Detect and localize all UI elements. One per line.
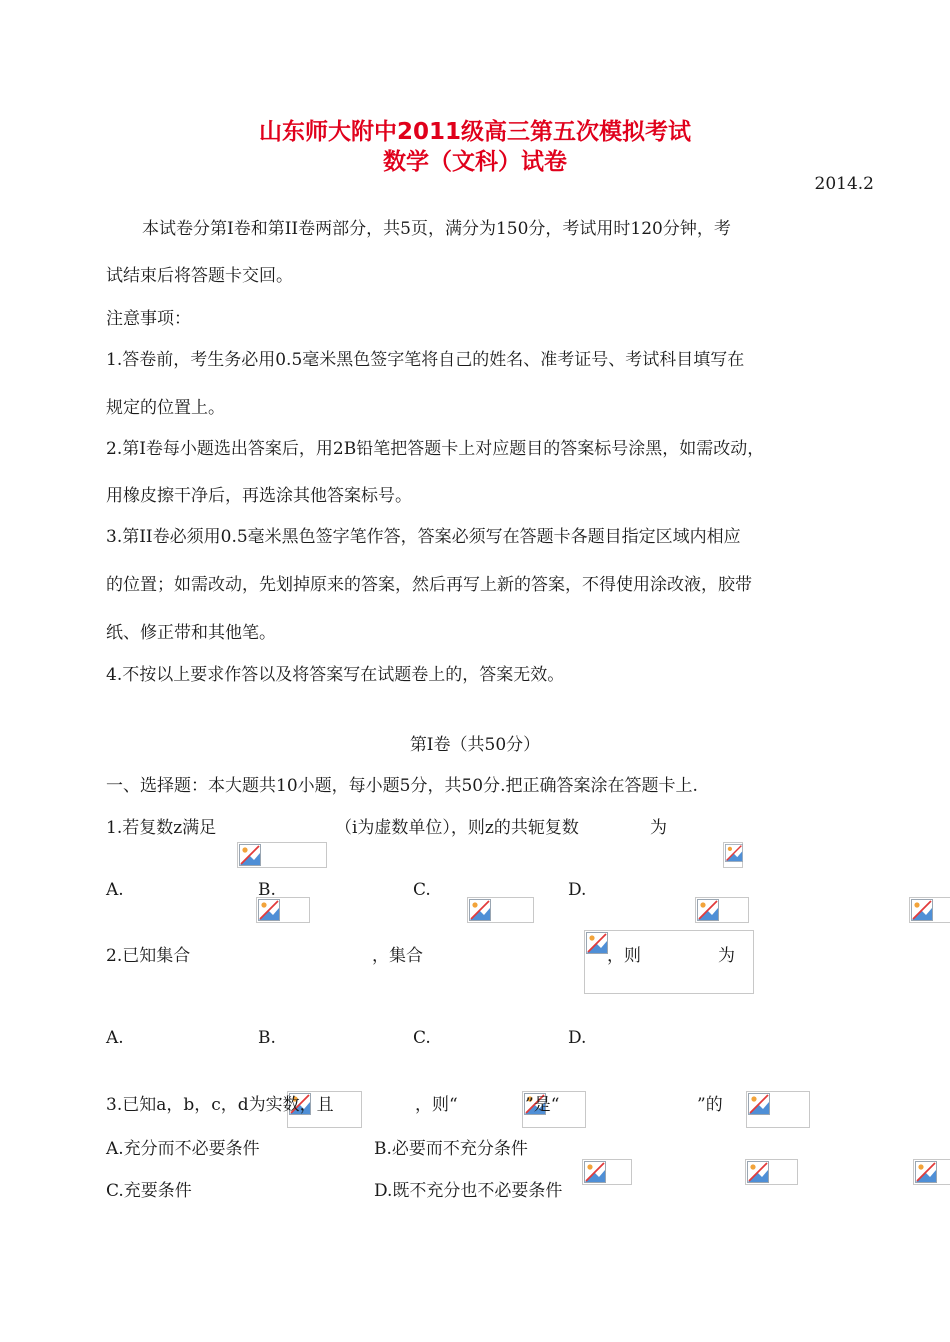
exam-subtitle: 数学（文科）试卷 [383,149,567,175]
note-line: 1.答卷前，考生务必用0.5毫米黑色签字笔将自己的姓名、准考证号、考试科目填写在 [106,350,745,370]
broken-image-icon [586,932,608,954]
q2-suffix: 为 [718,946,735,966]
q3-prefix: 3.已知a，b，c，d为实数，且 [106,1095,334,1115]
q1-option-d-label: D. [568,880,587,900]
broken-image-icon [584,1161,606,1183]
q1-option-a-label: A. [106,880,124,900]
q1-option-c-label: C. [413,880,431,900]
q2-mid1: ，集合 [372,946,423,966]
formula-image [237,842,327,868]
formula-image [723,842,743,868]
q3-option-d: D.既不充分也不必要条件 [374,1181,563,1201]
section-heading: 第I卷（共50分） [409,735,541,755]
q3-mid2: ”是“ [525,1095,560,1115]
q2-prefix: 2.已知集合 [106,946,191,966]
formula-image [695,897,749,923]
formula-image [913,1159,950,1185]
q2-option-d-label: D. [568,1028,587,1048]
formula-image [909,897,950,923]
broken-image-icon [725,844,743,862]
broken-image-icon [469,899,491,921]
section-instructions: 一、选择题：本大题共10小题，每小题5分，共50分.把正确答案涂在答题卡上. [106,776,698,796]
notes-heading: 注意事项： [106,309,191,329]
q1-suffix: 为 [650,818,667,838]
q2-option-a-label: A. [106,1028,124,1048]
q3-suffix: ”的 [697,1095,723,1115]
broken-image-icon [258,899,280,921]
q3-option-b: B.必要而不充分条件 [374,1139,528,1159]
q3-option-c: C.充要条件 [106,1181,192,1201]
note-line: 3.第II卷必须用0.5毫米黑色签字笔作答，答案必须写在答题卡各题目指定区域内相应 [106,527,741,547]
note-line: 4.不按以上要求作答以及将答案写在试题卷上的，答案无效。 [106,665,565,685]
q2-option-c-label: C. [413,1028,431,1048]
note-line: 规定的位置上。 [106,398,225,418]
q2-mid2: ，则 [607,946,641,966]
formula-image [746,1091,810,1128]
intro-line-1: 本试卷分第I卷和第II卷两部分，共5页，满分为150分，考试用时120分钟，考 [142,219,731,239]
q3-mid1: ，则“ [415,1095,458,1115]
note-line: 纸、修正带和其他笔。 [106,623,276,643]
note-line: 用橡皮擦干净后，再选涂其他答案标号。 [106,486,412,506]
intro-line-2: 试结束后将答题卡交回。 [106,266,293,286]
formula-image [745,1159,798,1185]
broken-image-icon [748,1093,770,1115]
formula-image [582,1159,632,1185]
exam-date: 2014.2 [814,174,874,194]
note-line: 2.第I卷每小题选出答案后，用2B铅笔把答题卡上对应题目的答案标号涂黑，如需改动， [106,439,765,459]
broken-image-icon [915,1161,937,1183]
broken-image-icon [239,844,261,866]
broken-image-icon [697,899,719,921]
formula-image [256,897,310,923]
q3-option-a: A.充分而不必要条件 [106,1139,260,1159]
broken-image-icon [911,899,933,921]
exam-title: 山东师大附中2011级高三第五次模拟考试 [258,119,691,145]
q1-middle: （i为虚数单位），则z的共轭复数 [335,818,579,838]
q1-prefix: 1.若复数z满足 [106,818,217,838]
formula-image [467,897,534,923]
q2-option-b-label: B. [258,1028,276,1048]
broken-image-icon [747,1161,769,1183]
q1-option-b-label: B. [258,880,276,900]
note-line: 的位置；如需改动，先划掉原来的答案，然后再写上新的答案，不得使用涂改液，胶带 [106,575,752,595]
